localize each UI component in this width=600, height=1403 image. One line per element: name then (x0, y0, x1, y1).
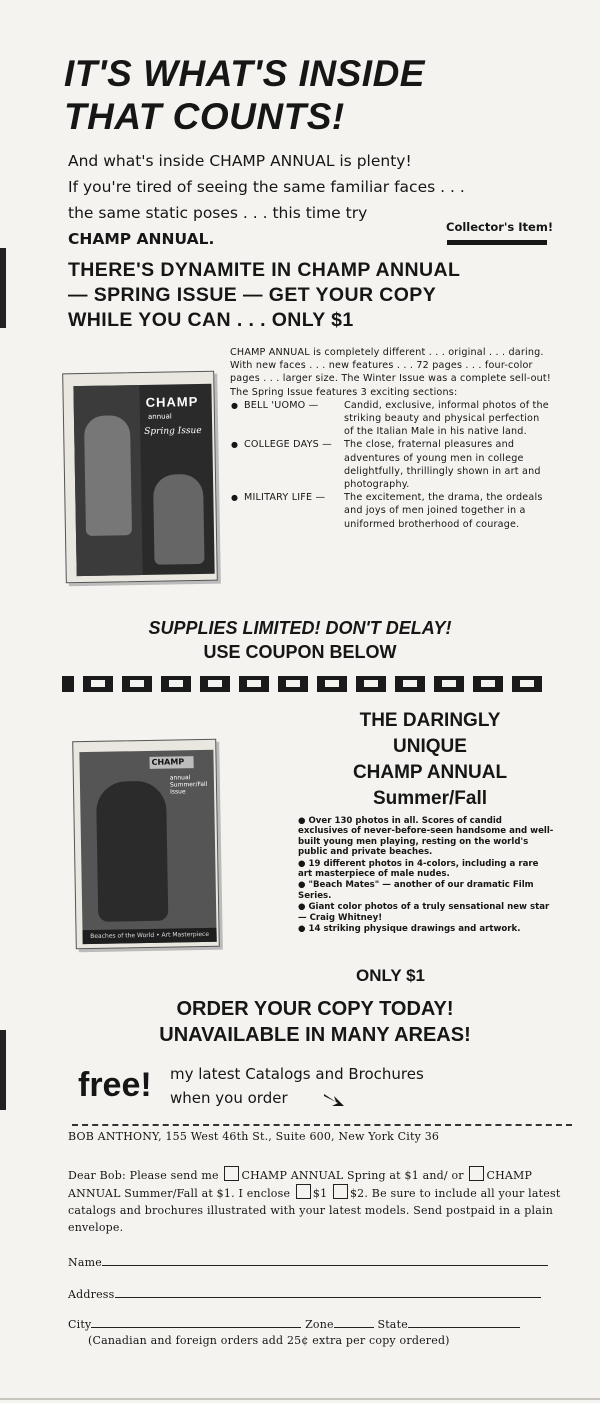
headline (64, 52, 564, 138)
name-label: Name (68, 1256, 102, 1269)
address-field[interactable] (68, 1288, 560, 1301)
spring-description (230, 346, 552, 531)
intro-text (68, 148, 528, 252)
supplies-notice (0, 616, 600, 664)
headline-line: IT'S WHAT'S INSIDE (64, 53, 425, 94)
collector-label: Collector's Item! (446, 220, 554, 234)
summer-headline-line: THE DARINGLY (359, 710, 501, 731)
summer-headline-line: CHAMP ANNUAL (352, 762, 508, 783)
spring-feature: ● MILITARY LIFE — The excitement, the drama, the ordeals and joys of men joined together in a uniformed brotherhood of courage. (230, 491, 552, 531)
summer-headline-line: UNIQUE (393, 736, 467, 757)
one-dollar-checkbox[interactable] (296, 1184, 311, 1199)
spring-headline-line: THERE'S DYNAMITE IN CHAMP ANNUAL (68, 259, 461, 281)
summer-book-image (72, 739, 220, 949)
order-line: UNAVAILABLE IN MANY AREAS! (159, 1024, 471, 1046)
coupon-cut-line (72, 1124, 572, 1126)
intro-line: the same static poses . . . this time try (68, 204, 368, 222)
supplies-line: SUPPLIES LIMITED! DON'T DELAY! (148, 618, 452, 638)
city-label: City (68, 1318, 92, 1331)
spring-feature: ● BELL 'UOMO — Candid, exclusive, informal photos of the striking beauty and physical perfection of the Italian Male in his native land. (230, 399, 552, 439)
summer-book-cover (79, 750, 216, 944)
free-offer-line: when you order (170, 1089, 288, 1107)
spring-description-intro: CHAMP ANNUAL is completely different . . . original . . . daring. With new faces . . . new features . . . 72 pages . . . four-color pages . . . larger size. The Winter Issue was a complete sell-out! The Spring Issue features 3 exciting sections: (230, 347, 551, 398)
summer-feature: ● 19 different photos in 4-colors, including a rare art masterpiece of male nudes. (298, 858, 539, 880)
print-smudge (0, 248, 6, 328)
pointing-arrow-icon (322, 1090, 346, 1110)
spring-feature-list (230, 399, 552, 531)
summer-feature: ● 14 striking physique drawings and artwork. (298, 924, 521, 935)
two-dollar-checkbox[interactable] (333, 1184, 348, 1199)
summer-feature: ● Over 130 photos in all. Scores of candid exclusives of never-before-seen handsome and well-built young men playing, resting on the world's public and private beaches. (298, 816, 554, 858)
zone-label: Zone (305, 1318, 334, 1331)
spring-book-image (62, 371, 218, 584)
intro-line: And what's inside CHAMP ANNUAL is plenty! (68, 152, 412, 170)
supplies-line: USE COUPON BELOW (203, 642, 397, 662)
foreign-order-note: (Canadian and foreign orders add 25¢ extra per copy ordered) (88, 1334, 450, 1347)
spring-headline (68, 258, 548, 333)
intro-line: CHAMP ANNUAL. (68, 230, 215, 248)
free-offer-line: my latest Catalogs and Brochures (170, 1065, 424, 1083)
name-field[interactable] (68, 1256, 560, 1269)
cover-subtitle: annual (147, 412, 172, 421)
order-line: ORDER YOUR COPY TODAY! (176, 998, 454, 1020)
summer-feature-list (298, 816, 554, 935)
summer-feature: ● Giant color photos of a truly sensational new star — Craig Whitney! (298, 902, 550, 923)
summer-checkbox[interactable] (469, 1166, 484, 1181)
free-offer-text (170, 1062, 424, 1110)
cover-issue: Spring Issue (144, 425, 202, 437)
spring-headline-line: WHILE YOU CAN . . . ONLY $1 (68, 309, 354, 331)
order-headline (0, 996, 600, 1048)
summer-feature: ● "Beach Mates" — another of our dramatic Film Series. (298, 880, 534, 901)
summer-headline (310, 708, 550, 812)
spring-book-cover (73, 384, 214, 576)
cover-title: CHAMP (151, 757, 185, 767)
address-label: Address (68, 1288, 115, 1301)
city-zone-state-field[interactable] (68, 1318, 560, 1331)
collector-rule (447, 240, 547, 245)
mailing-address: BOB ANTHONY, 155 West 46th St., Suite 600, New York City 36 (68, 1130, 440, 1143)
page-edge (0, 1398, 600, 1400)
intro-line: If you're tired of seeing the same familiar faces . . . (68, 178, 465, 196)
cover-subtitle: annual Summer/Fall Issue (169, 774, 208, 796)
spring-feature: ● COLLEGE DAYS — The close, fraternal pleasures and adventures of young men in college delightfully, thrillingly shown in art and photography. (230, 438, 552, 491)
spring-checkbox[interactable] (224, 1166, 239, 1181)
summer-headline-line: Summer/Fall (372, 788, 488, 809)
summer-price: ONLY $1 (356, 966, 425, 985)
cover-title: CHAMP (145, 393, 199, 410)
state-label: State (377, 1318, 408, 1331)
order-form-text: Dear Bob: Please send me CHAMP ANNUAL Spring at $1 and/ or CHAMP ANNUAL Summer/Fall at $1. I enclose $1 $2. Be sure to include all your latest catalogs and brochures illustrated with your latest models. Send postpaid in a plain envelope. (68, 1166, 568, 1236)
coupon-border (62, 676, 572, 694)
cover-caption: Beaches of the World • Art Masterpiece (82, 928, 216, 944)
headline-line: THAT COUNTS! (64, 96, 345, 137)
free-label: free! (78, 1066, 152, 1104)
spring-headline-line: — SPRING ISSUE — GET YOUR COPY (68, 284, 437, 306)
